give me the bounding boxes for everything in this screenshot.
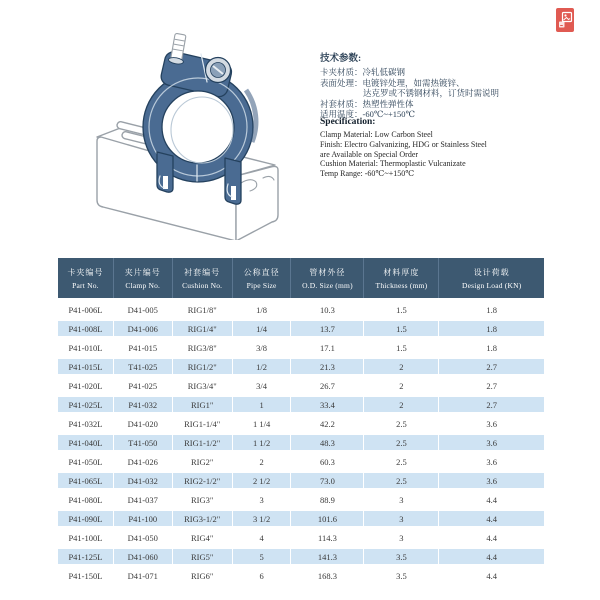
table-cell: P41-032L — [58, 416, 114, 431]
table-cell: 13.7 — [291, 321, 364, 336]
table-row — [58, 471, 544, 490]
table-cell: 2.7 — [486, 380, 497, 391]
table-row — [58, 338, 544, 357]
column-header: 卡夹编号 Part No. — [58, 258, 114, 298]
table-cell: 168.3 — [291, 568, 364, 583]
table-cell: RIG1/4" — [173, 321, 233, 336]
table-cell: 3 — [233, 492, 292, 507]
table-cell: D41-071 — [114, 568, 173, 583]
table-cell: P41-090L — [58, 511, 114, 526]
table-cell: 60.3 — [291, 454, 364, 469]
table-cell: 1 — [233, 397, 292, 412]
table-cell: D41-006 — [114, 321, 173, 336]
table-cell: 21.3 — [291, 359, 364, 374]
table-cell: 3.6 — [486, 475, 497, 486]
table-cell: RIG1/2" — [173, 359, 233, 374]
table-cell: 3.5 — [364, 568, 439, 583]
table-cell: 2.5 — [364, 435, 439, 450]
table-row — [58, 452, 544, 471]
strut-clamp-drawing — [60, 30, 300, 240]
table-cell: D41-032 — [114, 473, 173, 488]
table-cell: 4.4 — [486, 551, 497, 562]
tech-params-cn — [320, 50, 555, 120]
table-cell: P41-100L — [58, 530, 114, 545]
table-cell: 141.3 — [291, 549, 364, 564]
table-cell: 1.8 — [486, 342, 497, 353]
table-cell: RIG2" — [173, 454, 233, 469]
table-cell: P41-065L — [58, 473, 114, 488]
table-cell: 2.7 — [486, 361, 497, 372]
table-cell: 4.4 — [486, 532, 497, 543]
column-header: 夹片编号 Clamp No. — [114, 258, 173, 298]
text-line: are Available on Special Order — [320, 149, 419, 159]
text-line: 达克罗或不锈钢材料，订货时需说明 — [363, 88, 500, 98]
column-header: 管材外径 O.D. Size (mm) — [291, 258, 364, 298]
table-cell: RIG4" — [173, 530, 233, 545]
table-cell: RIG3" — [173, 492, 233, 507]
table-cell: 42.2 — [291, 416, 364, 431]
table-cell: 4.4 — [486, 570, 497, 581]
table-cell: 4.4 — [486, 513, 497, 524]
text-line: 衬套材质：热塑性弹性体 — [320, 98, 414, 109]
table-cell: 2 — [233, 454, 292, 469]
column-header: 设计荷载 Design Load (KN) — [461, 267, 522, 290]
table-cell: P41-008L — [58, 321, 114, 336]
table-body — [58, 300, 544, 585]
table-cell: P41-080L — [58, 492, 114, 507]
text-line: Cushion Material: Thermoplastic Vulcanizate — [320, 159, 466, 169]
table-cell: RIG3-1/2" — [173, 511, 233, 526]
table-cell: D41-020 — [114, 416, 173, 431]
table-row — [58, 376, 544, 395]
table-cell: 3.6 — [486, 437, 497, 448]
table-cell: T41-050 — [114, 435, 173, 450]
table-cell: 33.4 — [291, 397, 364, 412]
table-row — [58, 414, 544, 433]
table-cell: 101.6 — [291, 511, 364, 526]
text-line: 适用温度：-60℃~+150℃ — [320, 109, 415, 119]
bolt-washer-icon — [206, 58, 231, 83]
text-line: Finish: Electro Galvanizing, HDG or Stainless Steel — [320, 139, 487, 149]
table-cell: P41-150L — [58, 568, 114, 583]
table-cell: T41-025 — [114, 359, 173, 374]
table-cell: P41-025 — [114, 378, 173, 393]
product-illustration — [60, 30, 300, 240]
table-cell: P41-020L — [58, 378, 114, 393]
table-cell: 2 — [364, 378, 439, 393]
table-cell: 3/8 — [233, 340, 292, 355]
table-cell: RIG6" — [173, 568, 233, 583]
table-cell: 3 1/2 — [233, 511, 292, 526]
table-cell: 1 1/2 — [233, 435, 292, 450]
table-cell: P41-100 — [114, 511, 173, 526]
table-cell: 3 — [364, 492, 439, 507]
table-cell: D41-005 — [114, 302, 173, 317]
table-cell: 3.6 — [486, 456, 497, 467]
broken-image-icon — [556, 8, 574, 32]
text-line: Clamp Material: Low Carbon Steel — [320, 130, 433, 139]
text-line: 表面处理：电镀锌处理，如需热镀锌、 — [320, 77, 465, 88]
table-cell: 3/4 — [233, 378, 292, 393]
table-cell: 1/4 — [233, 321, 292, 336]
table-cell: 1/8 — [233, 302, 292, 317]
table-cell: 2.5 — [364, 473, 439, 488]
table-row — [58, 528, 544, 547]
table-cell: P41-040L — [58, 435, 114, 450]
table-cell: 1.5 — [364, 321, 439, 336]
table-cell: P41-006L — [58, 302, 114, 317]
table-cell: 88.9 — [291, 492, 364, 507]
table-cell: RIG2-1/2" — [173, 473, 233, 488]
table-cell: 10.3 — [291, 302, 364, 317]
table-cell: 2 — [364, 359, 439, 374]
table-cell: RIG1-1/4" — [173, 416, 233, 431]
table-cell: RIG1-1/2" — [173, 435, 233, 450]
column-header: 衬套编号 Cushion No. — [173, 258, 233, 298]
table-cell: 4.4 — [486, 494, 497, 505]
table-cell: P41-050L — [58, 454, 114, 469]
table-cell: 17.1 — [291, 340, 364, 355]
table-row — [58, 547, 544, 566]
table-cell: RIG3/4" — [173, 378, 233, 393]
tech-params-title: 技术参数: — [320, 54, 362, 64]
table-cell: 3 — [364, 511, 439, 526]
specification-en — [320, 117, 555, 179]
table-cell: RIG3/8" — [173, 340, 233, 355]
table-row — [58, 300, 544, 319]
table-row — [58, 433, 544, 452]
table-cell: D41-050 — [114, 530, 173, 545]
table-row — [58, 319, 544, 338]
table-cell: 2.5 — [364, 454, 439, 469]
table-cell: P41-032 — [114, 397, 173, 412]
table-cell: 6 — [233, 568, 292, 583]
table-cell: 1.8 — [486, 304, 497, 315]
table-cell: D41-026 — [114, 454, 173, 469]
table-row — [58, 490, 544, 509]
table-cell: 73.0 — [291, 473, 364, 488]
table-cell: P41-015L — [58, 359, 114, 374]
table-cell: 48.3 — [291, 435, 364, 450]
table-cell: 3.6 — [486, 418, 497, 429]
column-header: 材料厚度 Thickness (mm) — [364, 258, 439, 298]
table-cell: D41-037 — [114, 492, 173, 507]
table-cell: RIG1/8" — [173, 302, 233, 317]
text-line: 卡夹材质：冷轧低碳钢 — [320, 67, 406, 77]
table-cell: 2 — [364, 397, 439, 412]
table-cell: 2 1/2 — [233, 473, 292, 488]
table-cell: 1.8 — [486, 323, 497, 334]
table-cell: P41-010L — [58, 340, 114, 355]
table-header-row — [58, 258, 544, 298]
table-cell: P41-125L — [58, 549, 114, 564]
table-cell: 1/2 — [233, 359, 292, 374]
table-cell: 2.7 — [486, 399, 497, 410]
tech-params-lines — [320, 67, 555, 120]
spec-table — [58, 258, 544, 585]
specification-title: Specification: — [320, 117, 376, 127]
table-cell: 3 — [364, 530, 439, 545]
table-cell: D41-060 — [114, 549, 173, 564]
table-cell: 1.5 — [364, 302, 439, 317]
table-cell: 1 1/4 — [233, 416, 292, 431]
table-row — [58, 395, 544, 414]
specification-lines — [320, 130, 555, 179]
table-cell: RIG1" — [173, 397, 233, 412]
table-cell: RIG5" — [173, 549, 233, 564]
table-cell: 4 — [233, 530, 292, 545]
table-cell: 2.5 — [364, 416, 439, 431]
table-cell: 3.5 — [364, 549, 439, 564]
table-cell: 114.3 — [291, 530, 364, 545]
table-cell: 26.7 — [291, 378, 364, 393]
table-row — [58, 357, 544, 376]
table-cell: 5 — [233, 549, 292, 564]
table-row — [58, 509, 544, 528]
text-line: Temp Range: -60℃~+150℃ — [320, 169, 415, 179]
table-cell: P41-015 — [114, 340, 173, 355]
table-cell: P41-025L — [58, 397, 114, 412]
table-row — [58, 566, 544, 585]
table-cell: 1.5 — [364, 340, 439, 355]
column-header: 公称直径 Pipe Size — [233, 258, 292, 298]
